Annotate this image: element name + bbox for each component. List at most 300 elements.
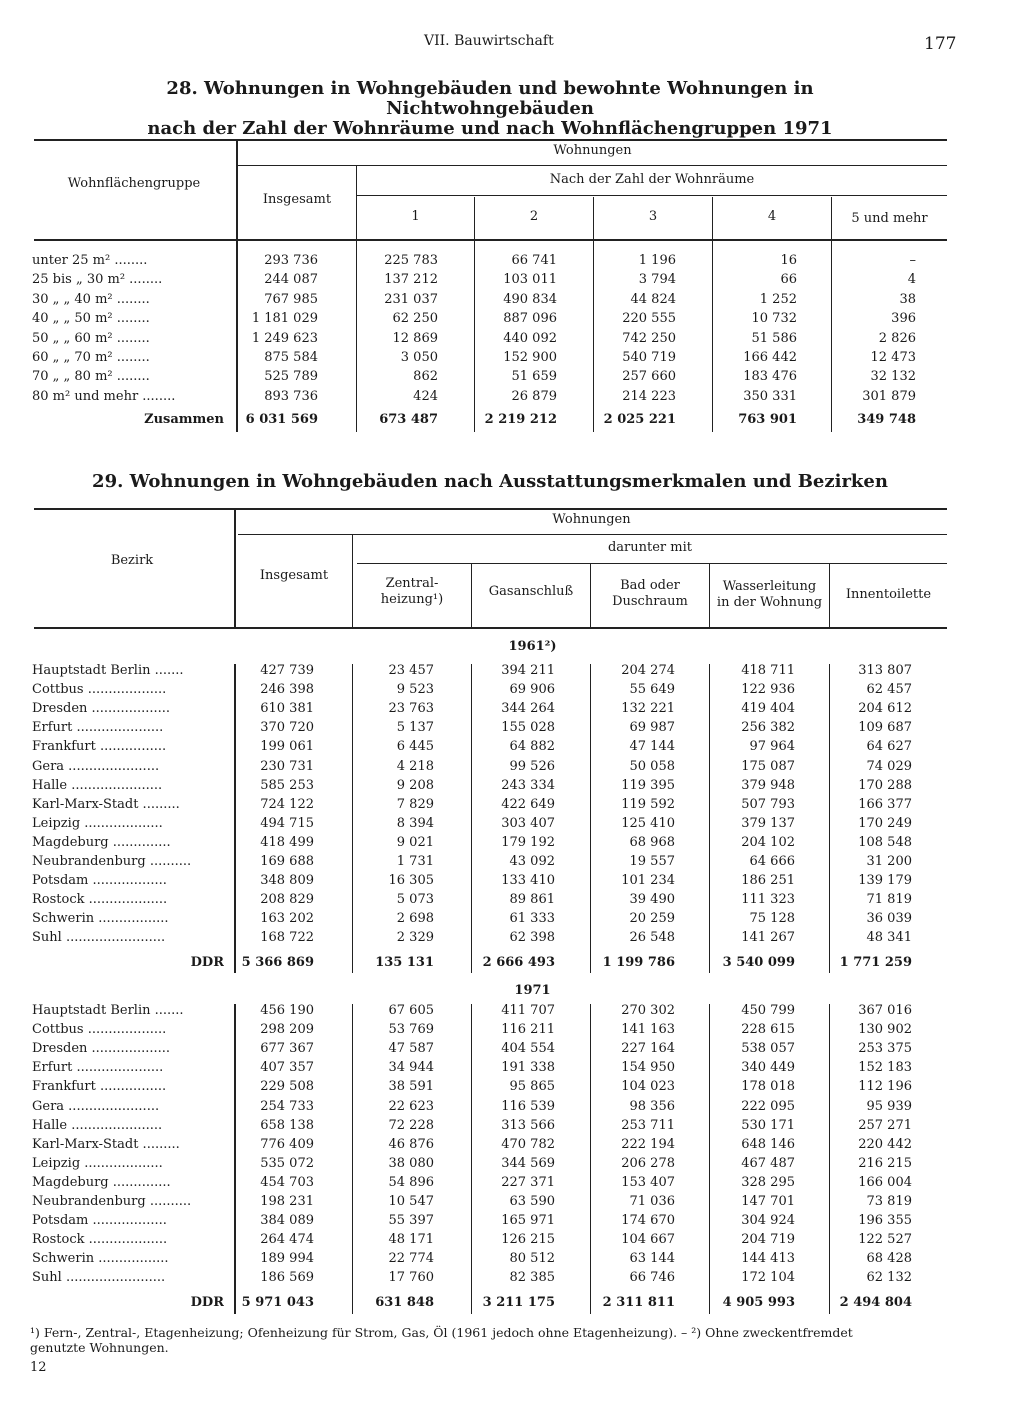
cell-value: 225 783	[384, 253, 438, 268]
cell-value: 10 547	[388, 1194, 434, 1209]
cell-value: 419 404	[741, 701, 795, 717]
table-row	[0, 930, 1024, 949]
cell-value: 5 366 869	[241, 955, 314, 970]
table-row	[0, 1251, 1024, 1270]
cell-value: 20 259	[629, 911, 675, 927]
table28-group-header: Wohnungen	[553, 143, 632, 158]
cell-value: 1 181 029	[251, 311, 318, 327]
cell-value: 17 760	[388, 1270, 434, 1286]
cell-value: 379 137	[741, 815, 795, 831]
cell-value: 179 192	[501, 834, 555, 850]
cell-value: 7 829	[396, 796, 434, 812]
row-label: Erfurt .....................	[32, 720, 164, 736]
cell-value: 456 190	[260, 1003, 314, 1018]
cell-value: 2 494 804	[839, 1295, 912, 1310]
table29-col-bad	[591, 578, 709, 610]
cell-value: 109 687	[858, 720, 912, 736]
table-row	[0, 292, 1024, 311]
table-row	[0, 1270, 1024, 1289]
cell-value: 1 199 786	[602, 955, 675, 970]
cell-value: 256 382	[741, 720, 795, 736]
cell-value: 257 660	[622, 369, 676, 385]
table-row	[0, 797, 1024, 816]
cell-value: 222 095	[741, 1098, 795, 1114]
cell-value: 350 331	[743, 388, 797, 404]
cell-value: 23 457	[388, 663, 434, 678]
cell-value: 230 731	[260, 758, 314, 774]
cell-value: 228 615	[741, 1022, 795, 1038]
total-row	[0, 955, 1024, 974]
cell-value: 135 131	[375, 955, 434, 970]
cell-value: 64 666	[749, 854, 795, 869]
footnote-line: ¹) Fern-, Zentral-, Etagenheizung; Ofenheizung für Strom, Gas, Öl (1961 jedoch ohne Etagenheizung). – ²) Ohne zweckentfremdet	[30, 1325, 853, 1340]
col-line: Zentral-	[385, 576, 439, 591]
footnote-line: genutzte Wohnungen.	[30, 1340, 169, 1355]
cell-value: 12 473	[870, 350, 916, 365]
table-row	[0, 663, 1024, 682]
cell-value: 26 879	[511, 388, 557, 404]
cell-value: 540 719	[622, 350, 676, 365]
cell-value: 175 087	[741, 758, 795, 774]
cell-value: 204 102	[741, 834, 795, 850]
cell-value: 62 132	[866, 1270, 912, 1286]
year-heading-1971: 1971	[514, 983, 551, 998]
cell-value: 170 249	[858, 815, 912, 831]
cell-value: 3 540 099	[722, 955, 795, 970]
cell-value: 313 566	[501, 1117, 555, 1133]
row-label: 30 „ „ 40 m² ........	[32, 291, 150, 307]
cell-value: 530 171	[741, 1117, 795, 1133]
row-label: 25 bis „ 30 m² ........	[32, 272, 163, 288]
table28-sub-header: Nach der Zahl der Wohnräume	[549, 172, 755, 187]
table28-col-3: 3	[648, 209, 658, 224]
cell-value: 16 305	[388, 873, 434, 889]
cell-value: 384 089	[260, 1213, 314, 1229]
cell-value: 3 794	[638, 272, 676, 288]
cell-value: 64 627	[866, 739, 912, 755]
cell-value: 344 569	[501, 1155, 555, 1171]
cell-value: 69 906	[509, 682, 555, 698]
table-row	[0, 1022, 1024, 1041]
table-row	[0, 1194, 1024, 1213]
cell-value: 9 021	[396, 834, 434, 850]
cell-value: 172 104	[741, 1270, 795, 1286]
cell-value: 257 271	[858, 1117, 912, 1133]
row-label: Leipzig ...................	[32, 815, 163, 831]
cell-value: 6 031 569	[245, 412, 318, 427]
cell-value: 166 377	[858, 796, 912, 812]
cell-value: 108 548	[858, 834, 912, 850]
cell-value: 152 900	[503, 350, 557, 365]
cell-value: 126 215	[501, 1232, 555, 1248]
cell-value: 3 211 175	[482, 1295, 555, 1310]
cell-value: 71 819	[866, 892, 912, 908]
cell-value: 55 397	[388, 1213, 434, 1229]
cell-value: 494 715	[260, 815, 314, 831]
cell-value: 54 896	[388, 1174, 434, 1190]
cell-value: 1 196	[638, 253, 676, 268]
cell-value: 186 569	[260, 1270, 314, 1286]
table28-rule	[357, 195, 947, 196]
cell-value: 10 732	[751, 311, 797, 327]
cell-value: 98 356	[629, 1098, 675, 1114]
cell-value: 229 508	[260, 1079, 314, 1095]
cell-value: 168 722	[260, 930, 314, 946]
col-line: in der Wohnung	[716, 595, 823, 610]
cell-value: 862	[413, 369, 438, 385]
row-label: Gera ......................	[32, 758, 160, 774]
cell-value: 139 179	[858, 873, 912, 889]
cell-value: 2 219 212	[484, 412, 557, 427]
cell-value: 2 329	[396, 930, 434, 946]
cell-value: 119 592	[621, 796, 675, 812]
cell-value: 328 295	[741, 1174, 795, 1190]
table-row	[0, 1060, 1024, 1079]
row-label: Karl-Marx-Stadt .........	[32, 1136, 180, 1152]
row-label: Halle ......................	[32, 777, 163, 793]
table28-top-rule	[34, 139, 947, 141]
table-row	[0, 1041, 1024, 1060]
cell-value: 132 221	[621, 701, 675, 717]
cell-value: 101 234	[621, 873, 675, 889]
cell-value: 246 398	[260, 682, 314, 698]
table29-rule	[238, 534, 947, 535]
cell-value: 66 741	[511, 253, 557, 268]
cell-value: 153 407	[621, 1174, 675, 1190]
table-row	[0, 720, 1024, 739]
cell-value: 658 138	[260, 1117, 314, 1133]
cell-value: 5 137	[396, 720, 434, 736]
cell-value: 231 037	[384, 291, 438, 307]
cell-value: 71 036	[629, 1194, 675, 1209]
cell-value: 69 987	[629, 720, 675, 736]
cell-value: 64 882	[509, 739, 555, 755]
cell-value: 470 782	[501, 1136, 555, 1152]
cell-value: 95 865	[509, 1079, 555, 1095]
cell-value: 125 410	[621, 815, 675, 831]
table-row	[0, 389, 1024, 408]
row-label: Magdeburg ..............	[32, 834, 171, 850]
cell-value: 9 208	[396, 777, 434, 793]
cell-value: 1 731	[396, 854, 434, 869]
cell-value: 244 087	[264, 272, 318, 288]
table28-title-line1: 28. Wohnungen in Wohngebäuden und bewohnte Wohnungen in Nichtwohngebäuden	[166, 78, 814, 119]
table29-rule	[357, 563, 947, 564]
table-row	[0, 835, 1024, 854]
table-row	[0, 1137, 1024, 1156]
cell-value: 467 487	[741, 1155, 795, 1171]
cell-value: 80 512	[509, 1251, 555, 1267]
table-row	[0, 311, 1024, 330]
cell-value: 130 902	[858, 1022, 912, 1038]
cell-value: 155 028	[501, 720, 555, 736]
cell-value: 89 861	[509, 892, 555, 908]
cell-value: 34 944	[388, 1060, 434, 1076]
cell-value: 301 879	[862, 388, 916, 404]
cell-value: 51 659	[511, 369, 557, 385]
cell-value: 367 016	[858, 1003, 912, 1018]
row-label: Rostock ...................	[32, 1232, 168, 1248]
cell-value: 204 612	[858, 701, 912, 717]
cell-value: 67 605	[388, 1003, 434, 1018]
row-label: Neubrandenburg ..........	[32, 854, 192, 869]
cell-value: 507 793	[741, 796, 795, 812]
row-label: Gera ......................	[32, 1098, 160, 1114]
cell-value: 116 539	[501, 1098, 555, 1114]
table-row	[0, 331, 1024, 350]
row-label: Frankfurt ................	[32, 739, 167, 755]
cell-value: 2 826	[878, 330, 916, 346]
cell-value: 2 025 221	[603, 412, 676, 427]
cell-value: 73 819	[866, 1194, 912, 1209]
total-row	[0, 1295, 1024, 1314]
row-label: unter 25 m² ........	[32, 253, 148, 268]
cell-value: 407 357	[260, 1060, 314, 1076]
cell-value: 12 869	[392, 330, 438, 346]
table-row	[0, 1118, 1024, 1137]
cell-value: 62 398	[509, 930, 555, 946]
cell-value: 99 526	[509, 758, 555, 774]
cell-value: 199 061	[260, 739, 314, 755]
row-label: Magdeburg ..............	[32, 1174, 171, 1190]
cell-value: 62 457	[866, 682, 912, 698]
table29-stub-header: Bezirk	[110, 553, 154, 568]
cell-value: 104 667	[621, 1232, 675, 1248]
table-row	[0, 1156, 1024, 1175]
row-label: Hauptstadt Berlin .......	[32, 663, 184, 678]
cell-value: 111 323	[741, 892, 795, 908]
cell-value: 525 789	[264, 369, 318, 385]
cell-value: 585 253	[260, 777, 314, 793]
cell-value: 48 171	[388, 1232, 434, 1248]
table-row	[0, 682, 1024, 701]
table-row	[0, 350, 1024, 369]
cell-value: 490 834	[503, 291, 557, 307]
cell-value: 427 739	[260, 663, 314, 678]
cell-value: 116 211	[501, 1022, 555, 1038]
cell-value: 214 223	[622, 388, 676, 404]
table28-total-header: Insgesamt	[262, 192, 332, 207]
table-row	[0, 253, 1024, 272]
cell-value: 62 250	[392, 311, 438, 327]
cell-value: 724 122	[260, 796, 314, 812]
row-label: Leipzig ...................	[32, 1155, 163, 1171]
cell-value: 370 720	[260, 720, 314, 736]
cell-value: 32 132	[870, 369, 916, 385]
cell-value: 141 163	[621, 1022, 675, 1038]
table-row	[0, 759, 1024, 778]
running-header: VII. Bauwirtschaft	[424, 33, 554, 49]
cell-value: 50 058	[629, 758, 675, 774]
cell-value: 5 073	[396, 892, 434, 908]
row-label: 60 „ „ 70 m² ........	[32, 350, 150, 365]
cell-value: 677 367	[260, 1041, 314, 1057]
cell-value: 63 590	[509, 1194, 555, 1209]
cell-value: 55 649	[629, 682, 675, 698]
cell-value: 38	[899, 291, 916, 307]
cell-value: 270 302	[621, 1003, 675, 1018]
cell-value: 379 948	[741, 777, 795, 793]
cell-value: 103 011	[503, 272, 557, 288]
cell-value: 47 587	[388, 1041, 434, 1057]
cell-value: 170 288	[858, 777, 912, 793]
cell-value: 1 252	[759, 291, 797, 307]
cell-value: 178 018	[741, 1079, 795, 1095]
cell-value: 61 333	[509, 911, 555, 927]
cell-value: 348 809	[260, 873, 314, 889]
cell-value: 204 274	[621, 663, 675, 678]
cell-value: 39 490	[629, 892, 675, 908]
total-row	[0, 412, 1024, 431]
table28-col-5: 5 und mehr	[851, 211, 928, 226]
cell-value: –	[909, 253, 916, 268]
cell-value: 82 385	[509, 1270, 555, 1286]
row-label: 70 „ „ 80 m² ........	[32, 369, 150, 385]
cell-value: 742 250	[622, 330, 676, 346]
table-row	[0, 778, 1024, 797]
cell-value: 169 688	[260, 854, 314, 869]
cell-value: 166 442	[743, 350, 797, 365]
cell-value: 418 711	[741, 663, 795, 678]
table-row	[0, 1003, 1024, 1022]
table-row	[0, 701, 1024, 720]
row-label: Cottbus ...................	[32, 1022, 167, 1038]
cell-value: 220 555	[622, 311, 676, 327]
cell-value: 6 445	[396, 739, 434, 755]
cell-value: 16	[780, 253, 797, 268]
cell-value: 66 746	[629, 1270, 675, 1286]
table-row	[0, 272, 1024, 291]
table-row	[0, 1213, 1024, 1232]
table-row	[0, 369, 1024, 388]
cell-value: 97 964	[749, 739, 795, 755]
table-row	[0, 892, 1024, 911]
table28-rule	[238, 165, 947, 166]
cell-value: 26 548	[629, 930, 675, 946]
cell-value: 36 039	[866, 911, 912, 927]
footnotes	[30, 1325, 980, 1355]
cell-value: 349 748	[857, 412, 916, 427]
col-line: Duschraum	[612, 594, 688, 609]
cell-value: 51 586	[751, 330, 797, 346]
table29-head-rule	[34, 627, 947, 629]
cell-value: 112 196	[858, 1079, 912, 1095]
cell-value: 204 719	[741, 1232, 795, 1248]
cell-value: 186 251	[741, 873, 795, 889]
row-label: 50 „ „ 60 m² ........	[32, 330, 150, 346]
table-row	[0, 816, 1024, 835]
table-row	[0, 739, 1024, 758]
cell-value: 227 371	[501, 1174, 555, 1190]
row-label: Schwerin .................	[32, 911, 169, 927]
row-label: Potsdam ..................	[32, 1213, 167, 1229]
cell-value: 38 591	[388, 1079, 434, 1095]
cell-value: 303 407	[501, 815, 555, 831]
cell-value: 68 428	[866, 1251, 912, 1267]
table29-group-header: Wohnungen	[552, 512, 631, 527]
cell-value: 95 939	[866, 1098, 912, 1114]
cell-value: 450 799	[741, 1003, 795, 1018]
row-label: Erfurt .....................	[32, 1060, 164, 1076]
cell-value: 394 211	[501, 663, 555, 678]
cell-value: 75 128	[749, 911, 795, 927]
year-heading-1961: 1961²)	[508, 639, 557, 654]
cell-value: 63 144	[629, 1251, 675, 1267]
row-label: Karl-Marx-Stadt .........	[32, 796, 180, 812]
col-line: Bad oder	[620, 578, 680, 593]
cell-value: 119 395	[621, 777, 675, 793]
row-label: Frankfurt ................	[32, 1079, 167, 1095]
cell-value: 1 249 623	[251, 330, 318, 346]
cell-value: 2 666 493	[482, 955, 555, 970]
total-label: DDR	[190, 955, 224, 970]
cell-value: 5 971 043	[241, 1295, 314, 1310]
table29-col-gasanschluss: Gasanschluß	[488, 584, 574, 599]
row-label: Suhl ........................	[32, 1270, 166, 1286]
row-label: Cottbus ...................	[32, 682, 167, 698]
table28-title	[60, 79, 920, 139]
cell-value: 222 194	[621, 1136, 675, 1152]
cell-value: 183 476	[743, 369, 797, 385]
cell-value: 74 029	[866, 758, 912, 774]
cell-value: 404 554	[501, 1041, 555, 1057]
cell-value: 48 341	[866, 930, 912, 946]
table29-col-zentralheizung	[353, 576, 471, 608]
cell-value: 411 707	[501, 1003, 555, 1018]
cell-value: 313 807	[858, 663, 912, 678]
table28-head-rule	[34, 239, 947, 241]
table-row	[0, 1232, 1024, 1251]
cell-value: 22 774	[388, 1251, 434, 1267]
cell-value: 227 164	[621, 1041, 675, 1057]
row-label: Neubrandenburg ..........	[32, 1194, 192, 1209]
cell-value: 147 701	[741, 1194, 795, 1209]
cell-value: 163 202	[260, 911, 314, 927]
cell-value: 2 311 811	[602, 1295, 675, 1310]
row-label: Rostock ...................	[32, 892, 168, 908]
cell-value: 43 092	[509, 854, 555, 869]
cell-value: 68 968	[629, 834, 675, 850]
col-line: Wasserleitung	[722, 579, 817, 594]
cell-value: 538 057	[741, 1041, 795, 1057]
cell-value: 174 670	[621, 1213, 675, 1229]
cell-value: 254 733	[260, 1098, 314, 1114]
cell-value: 396	[891, 311, 916, 327]
cell-value: 191 338	[501, 1060, 555, 1076]
cell-value: 3 050	[400, 350, 438, 365]
cell-value: 893 736	[264, 388, 318, 404]
cell-value: 344 264	[501, 701, 555, 717]
cell-value: 198 231	[260, 1194, 314, 1209]
cell-value: 122 936	[741, 682, 795, 698]
cell-value: 293 736	[264, 253, 318, 268]
cell-value: 422 649	[501, 796, 555, 812]
cell-value: 673 487	[379, 412, 438, 427]
table-row	[0, 854, 1024, 873]
row-label: 40 „ „ 50 m² ........	[32, 311, 150, 327]
cell-value: 253 711	[621, 1117, 675, 1133]
cell-value: 9 523	[396, 682, 434, 698]
row-label: Schwerin .................	[32, 1251, 169, 1267]
cell-value: 141 267	[741, 930, 795, 946]
cell-value: 189 994	[260, 1251, 314, 1267]
cell-value: 2 698	[396, 911, 434, 927]
col-line: heizung¹)	[380, 592, 444, 607]
cell-value: 216 215	[858, 1155, 912, 1171]
table-row	[0, 873, 1024, 892]
cell-value: 154 950	[621, 1060, 675, 1076]
row-label: Potsdam ..................	[32, 873, 167, 889]
